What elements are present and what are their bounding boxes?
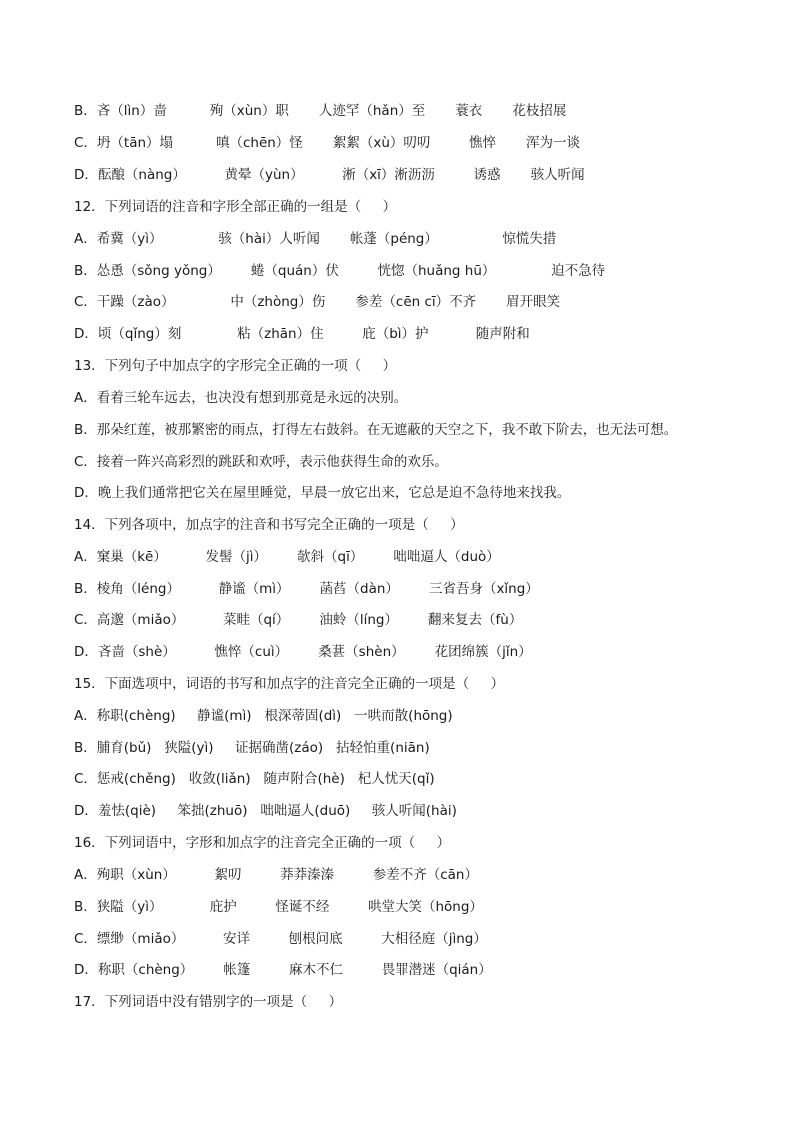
text-line: 16．下列词语中，字形和加点字的注音完全正确的一项（ ） xyxy=(74,835,451,851)
text-line: B．吝（lìn）啬 殉（xùn）职 人迹罕（hǎn）至 蓑衣 花枝招展 xyxy=(74,103,567,119)
text-line: A．称职(chèng) 静谧(mì) 根深蒂固(dì) 一哄而散(hōng) xyxy=(74,708,453,724)
text-line: D．晚上我们通常把它关在屋里睡觉，早晨一放它出来，它总是迫不急待地来找我。 xyxy=(74,485,571,501)
text-line: B．狭隘（yì） 庇护 怪诞不经 哄堂大笑（hōng） xyxy=(74,899,483,915)
text-line: D．吝啬（shè） 憔悴（cuì） 桑葚（shèn） 花团绵簇（jǐn） xyxy=(74,644,532,660)
text-line: 15．下面选项中，词语的书写和加点字的注音完全正确的一项是（ ） xyxy=(74,676,505,692)
text-line: C．接着一阵兴高彩烈的跳跃和欢呼，表示他获得生命的欢乐。 xyxy=(74,454,448,470)
text-line: C．缥缈（miǎo） 安详 刨根问底 大相径庭（jìng） xyxy=(74,931,487,947)
text-line: A．窠巢（kē） 发髻（jì） 欹斜（qī） 咄咄逼人（duò） xyxy=(74,549,500,565)
text-line: C．惩戒(chěng) 收敛(liǎn) 随声附合(hè) 杞人忧天(qǐ) xyxy=(74,771,435,787)
text-line: D．羞怯(qiè) 笨拙(zhuō) 咄咄逼人(duō) 骇人听闻(hài) xyxy=(74,803,457,819)
text-line: A．希冀（yì） 骇（hài）人听闻 帐蓬（péng） 惊慌失措 xyxy=(74,231,557,247)
text-line: B．那朵红莲，被那繁密的雨点，打得左右鼓斜。在无遮蔽的天空之下，我不敢下阶去，也无法可想。 xyxy=(74,422,678,438)
text-line: D．称职（chèng） 帐篷 麻木不仁 畏罪潜迷（qián） xyxy=(74,962,492,978)
text-line: B．棱角（léng） 静谧（mì） 菡萏（dàn） 三省吾身（xǐng） xyxy=(74,581,539,597)
text-line: 12．下列词语的注音和字形全部正确的一组是（ ） xyxy=(74,199,397,215)
text-line: A．看着三轮车远去，也决没有想到那竟是永远的决别。 xyxy=(74,390,408,406)
text-line: C．高邈（miǎo） 菜畦（qí） 油蛉（líng） 翻来复去（fù） xyxy=(74,612,523,628)
text-line: D．酝酿（nàng） 黄晕（yùn） 淅（xī）淅沥沥 诱惑 骇人听闻 xyxy=(74,167,585,183)
text-line: 17．下列词语中没有错别字的一项是（ ） xyxy=(74,994,343,1010)
text-line: B．怂恿（sǒng yǒng） 蜷（quán）伏 恍惚（huǎng hū） 迫不急待 xyxy=(74,263,606,279)
text-line: B．脯育(bǔ) 狭隘(yì) 证据确凿(záo) 拈轻怕重(niān) xyxy=(74,740,430,756)
text-line: 14．下列各项中，加点字的注音和书写完全正确的一项是（ ） xyxy=(74,517,464,533)
text-line: C．坍（tān）塌 嗔（chēn）怪 絮絮（xù）叨叨 憔悴 浑为一谈 xyxy=(74,135,581,151)
text-line: 13．下列句子中加点字的字形完全正确的一项（ ） xyxy=(74,358,397,374)
text-line: A．殉职（xùn） 絮叨 莽莽溱溱 参差不齐（cān） xyxy=(74,867,478,883)
text-line: D．顷（qǐng）刻 粘（zhān）住 庇（bì）护 随声附和 xyxy=(74,326,530,342)
text-line: C．干躁（zào） 中（zhòng）伤 参差（cēn cī）不齐 眉开眼笑 xyxy=(74,294,561,310)
